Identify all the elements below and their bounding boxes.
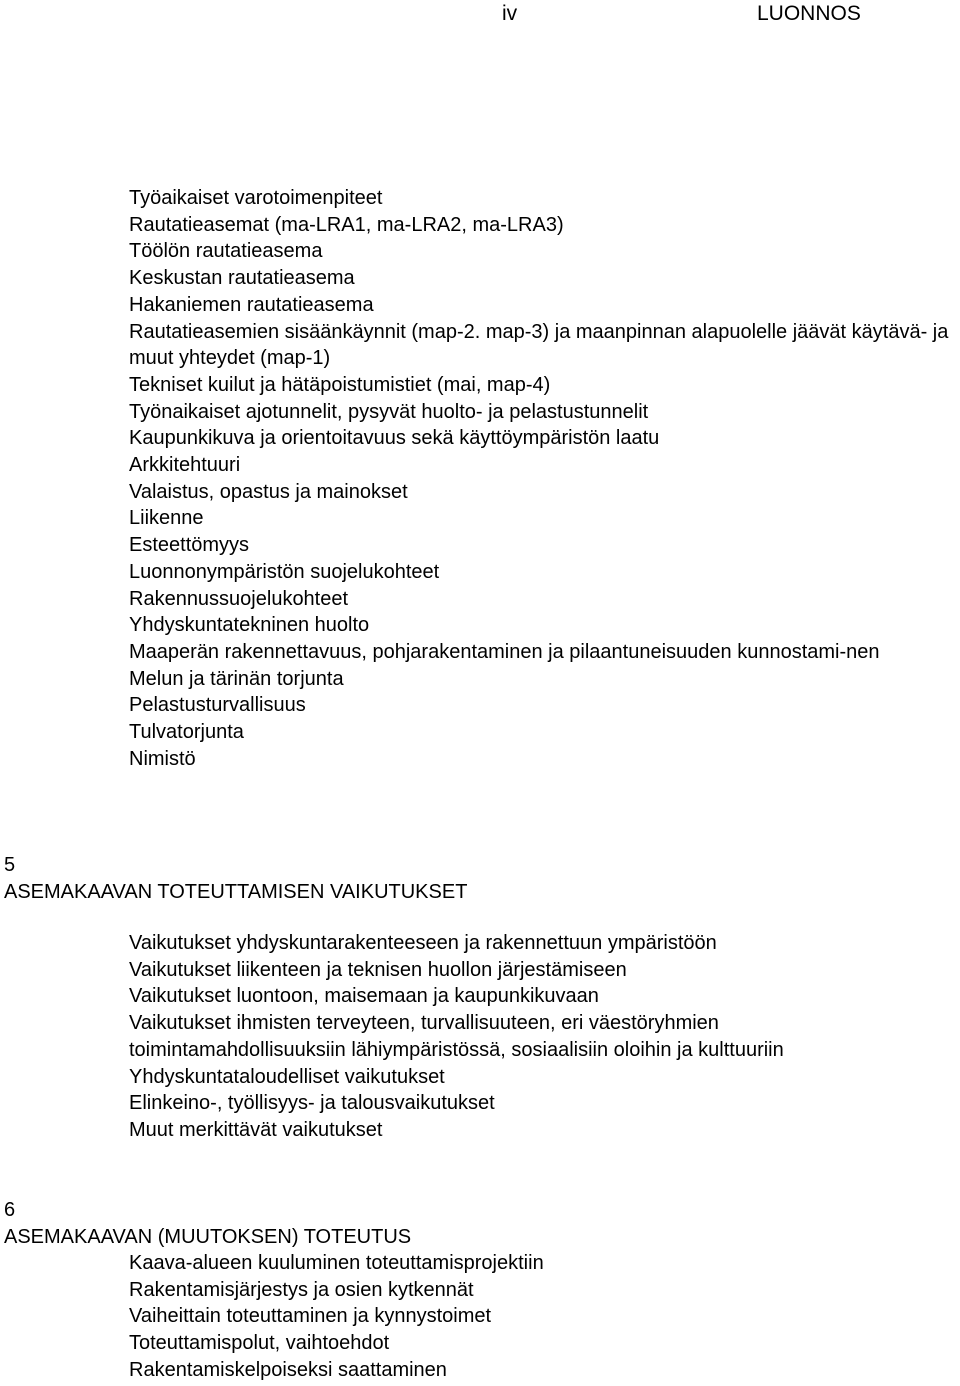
list-item: Elinkeino-, työllisyys- ja talousvaikutukset [129, 1092, 495, 1115]
list-item: Liikenne [129, 507, 204, 530]
list-item: Kaupunkikuva ja orientoitavuus sekä käyttöympäristön laatu [129, 427, 660, 450]
list-item: Kaava-alueen kuuluminen toteuttamisprojektiin [129, 1252, 544, 1274]
list-item: Vaiheittain toteuttaminen ja kynnystoimet [129, 1305, 492, 1328]
section-5-item-list [129, 930, 829, 1144]
list-item: Vaikutukset ihmisten terveyteen, turvallisuuteen, eri väestöryhmien toimintamahdollisuuksiin lähiympäristössä, sosiaalisiin oloihin ja kulttuuriin [129, 1012, 784, 1061]
list-item: Keskustan rautatieasema [129, 267, 355, 290]
list-item: Vaikutukset luontoon, maisemaan ja kaupunkikuvaan [129, 985, 599, 1008]
page-number: iv [502, 2, 518, 25]
list-item: Arkkitehtuuri [129, 454, 241, 477]
list-item: Töölön rautatieasema [129, 240, 323, 263]
section-6-item-list [129, 1250, 544, 1384]
section-number: 5 [4, 854, 16, 876]
list-item: Työnaikaiset ajotunnelit, pysyvät huolto- ja pelastustunnelit [129, 400, 649, 423]
list-item: Tulvatorjunta [129, 721, 244, 744]
section-6-heading [4, 1197, 411, 1250]
list-item: Esteettömyys [129, 534, 250, 557]
list-item: Rautatieasemat (ma-LRA1, ma-LRA2, ma-LRA3) [129, 213, 564, 236]
list-item: Rakentamisjärjestys ja osien kytkennät [129, 1278, 474, 1301]
draft-label: LUONNOS [757, 2, 861, 25]
list-item: Vaikutukset liikenteen ja teknisen huollon järjestämiseen [129, 958, 627, 981]
list-item: Maaperän rakennettavuus, pohjarakentaminen ja pilaantuneisuuden kunnostami-nen [129, 640, 880, 663]
list-item: Tekniset kuilut ja hätäpoistumistiet (mai, map-4) [129, 373, 551, 396]
list-item: Työaikaiset varotoimenpiteet [129, 187, 383, 209]
list-item: Yhdyskuntataloudelliset vaikutukset [129, 1065, 445, 1088]
section-4-item-list [129, 185, 960, 772]
list-item: Pelastusturvallisuus [129, 694, 306, 717]
list-item: Rakennussuojelukohteet [129, 587, 349, 610]
list-item: Vaikutukset yhdyskuntarakenteeseen ja rakennettuun ympäristöön [129, 932, 717, 954]
list-item: Toteuttamispolut, vaihtoehdot [129, 1332, 390, 1355]
list-item: Melun ja tärinän torjunta [129, 667, 344, 690]
list-item: Rakentamiskelpoiseksi saattaminen [129, 1358, 447, 1381]
section-title: ASEMAKAAVAN (MUUTOKSEN) TOTEUTUS [4, 1225, 412, 1248]
list-item: Yhdyskuntatekninen huolto [129, 614, 370, 637]
list-item: Rautatieasemien sisäänkäynnit (map-2. map-3) ja maanpinnan alapuolelle jäävät käytävä- ja muut yhteydet (map-1) [129, 320, 949, 370]
section-number: 6 [4, 1199, 16, 1221]
section-5-heading [4, 852, 467, 905]
list-item: Muut merkittävät vaikutukset [129, 1118, 383, 1141]
list-item: Hakaniemen rautatieasema [129, 293, 374, 316]
list-item: Luonnonympäristön suojelukohteet [129, 560, 440, 583]
list-item: Valaistus, opastus ja mainokset [129, 480, 408, 503]
list-item: Nimistö [129, 747, 196, 770]
section-title: ASEMAKAAVAN TOTEUTTAMISEN VAIKUTUKSET [4, 880, 468, 903]
